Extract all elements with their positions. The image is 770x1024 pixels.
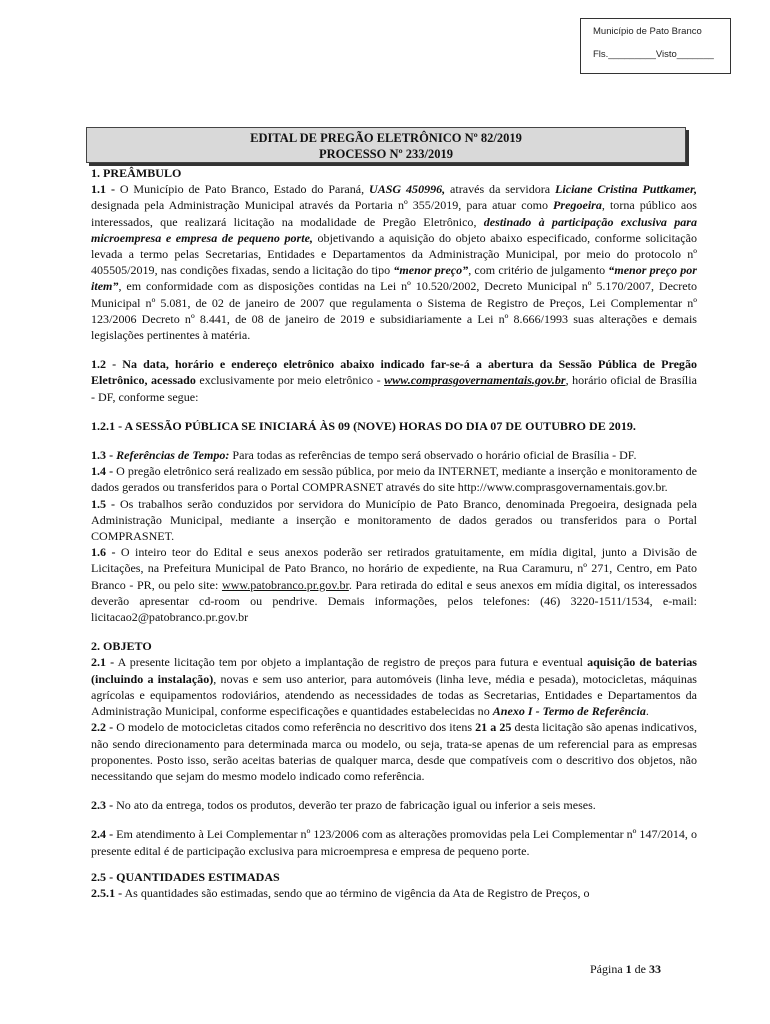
label: Referências de Tempo: — [116, 448, 230, 463]
paragraph-2-1 — [91, 654, 697, 719]
text: O pregão eletrônico será realizado em sessão pública, por meio da INTERNET, mediante a inserção e monitoramento de dados gerados ou transferidos para o Portal COMPRASNET através do site http://www.comprasgovernamentais.gov.br. — [91, 464, 697, 495]
clause-number: 2.2 - — [91, 720, 114, 735]
clause-number: 1.5 - — [91, 496, 116, 511]
text: através da servidora — [445, 182, 556, 197]
paragraph-1-2 — [91, 356, 697, 405]
text: O modelo de motocicletas citados como referência no descritivo dos itens — [113, 720, 476, 735]
clause-number: 2.5.1 - — [91, 885, 123, 900]
object-highlight: aquisição de baterias (incluindo a instalação) — [91, 655, 697, 686]
uasg-code: UASG 450996, — [369, 182, 446, 197]
text: . — [645, 704, 649, 719]
bid-type: “menor preço” — [393, 263, 469, 278]
exclusive-participation: destinado à participação exclusiva para microempresa e empresa de pequeno porte, — [91, 214, 697, 245]
edital-title: EDITAL DE PREGÃO ELETRÔNICO Nº 82/2019 — [250, 131, 522, 145]
text: desta licitação são apenas indicativos, não sendo direcionamento para determinada marca ou modelo, ou seja, trata-se apenas de um referencial para as empresas proponentes. Posto isso, serão aceitas baterias de qualquer marca, desde que compatíveis com o descritivo dos objetos, não necessitando que sejam do mesmo modelo indicado como referência. — [91, 720, 697, 783]
text: Os trabalhos serão conduzidos por servidora do Município de Pato Branco, denominada Pregoeira, designada pela Administração Municipal, mediante a inserção e monitoramento de dados gerados ou transferidos para o Portal COMPRASNET. — [91, 496, 697, 544]
text: , novas e sem uso anterior, para automóveis (linha leve, média e pesada), motocicletas, máquinas agrícolas e equipamentos rodoviários, atendendo as necessidades de todas as Secretarias, Entidades e Departamentos da Administração Municipal, conforme especificações e quantidades estabelecidas no — [91, 671, 697, 719]
clause-number: 1.6 - — [91, 545, 116, 560]
page-number: 1 — [625, 962, 632, 976]
edital-title-box — [86, 127, 686, 163]
compras-link[interactable]: www.comprasgovernamentais.gov.br — [384, 373, 566, 388]
paragraph-1-4 — [91, 463, 697, 495]
clause-number: 1.4 - — [91, 464, 114, 479]
section-2-heading: 2. OBJETO — [91, 639, 152, 654]
text: O Município de Pato Branco, Estado do Paraná, — [114, 182, 369, 197]
stamp-title: Município de Pato Branco — [593, 26, 702, 37]
text: 1.2 - Na data, horário e endereço eletrônico abaixo indicado far-se-á a abertura da Sessão Pública de Pregão Eletrônico, acessado — [91, 357, 697, 388]
paragraph-1-6 — [91, 544, 697, 625]
section-2-5-heading: 2.5 - QUANTIDADES ESTIMADAS — [91, 869, 280, 884]
judgment-criterion: “menor preço por item” — [91, 263, 697, 294]
page-of: de — [631, 962, 649, 976]
text: A presente licitação tem por objeto a implantação de registro de preços para futura e eventual — [114, 655, 588, 670]
page-label: Página — [590, 962, 626, 976]
section-1-heading: 1. PREÂMBULO — [91, 166, 182, 180]
text: As quantidades são estimadas, sendo que ao término de vigência da Ata de Registro de Preços, o — [122, 885, 590, 900]
text: , horário oficial de Brasília - DF, conforme segue: — [91, 373, 697, 404]
annex-reference: Anexo I - Termo de Referência — [492, 704, 646, 719]
paragraph-2-5-1 — [91, 885, 697, 901]
role: Pregoeira — [553, 198, 602, 213]
paragraph-1-1 — [91, 181, 697, 343]
page-total: 33 — [649, 962, 661, 976]
text: , com critério de julgamento — [468, 263, 609, 278]
paragraph-1-2-1: 1.2.1 - A SESSÃO PÚBLICA SE INICIARÁ ÀS 09 (NOVE) HORAS DO DIA 07 DE OUTUBRO DE 2019. — [91, 418, 636, 433]
text: O inteiro teor do Edital e seus anexos poderão ser retirados gratuitamente, em mídia digital, junto a Divisão de Licitações, na Prefeitura Municipal de Pato Branco, no horário de expediente, na Rua Caramuru, nº 271, Centro, em Pato Branco - PR, ou pelo site: — [91, 545, 697, 592]
clause-number: 2.4 - — [91, 827, 114, 842]
paragraph-2-4 — [91, 826, 697, 858]
paragraph-2-2 — [91, 719, 697, 784]
clause-number: 2.1 - — [91, 655, 115, 670]
servant-name: Liciane Cristina Puttkamer, — [555, 182, 697, 197]
text: Para todas as referências de tempo será observado o horário oficial de Brasília - DF. — [229, 448, 637, 463]
paragraph-1-5 — [91, 496, 697, 545]
text: objetivando a aquisição do objeto abaixo especificado, conforme solicitação levada a termo pelas Secretarias, Entidades e Departamentos da Administração Municipal, por meio do protocolo nº 405505/2019, nas condições fixadas, sendo a licitação do tipo — [91, 230, 697, 278]
text: . Para retirada do edital e seus anexos em mídia digital, os interessados deverão apresentar cd-room ou pendrive. Demais informações, pelos telefones: (46) 3220-1511/1534, e-mail: licitacao2@patobranco.pr.gov.br — [91, 577, 697, 625]
paragraph-1-3 — [91, 447, 697, 463]
process-number: PROCESSO Nº 233/2019 — [318, 147, 453, 161]
clause-number: 1.1 - — [91, 182, 115, 197]
text: , em conformidade com as disposições contidas na Lei nº 10.520/2002, Decreto Municipal nº 5.170/2007, Decreto Municipal nº 5.081, de 02 de janeiro de 2007 que regulamenta o Sistema de Registro de Preços, Lei Complementar nº 123/2006 Decreto nº 8.441, de 08 de janeiro de 2019 e subsidiariamente a Lei nº 8.666/1993 suas alterações e demais legislações pertinentes à matéria. — [91, 279, 697, 343]
paragraph-2-3 — [91, 797, 697, 813]
clause-number: 2.3 - — [91, 798, 114, 813]
document-body — [91, 165, 697, 901]
text: designada pela Administração Municipal através da Portaria nº 355/2019, para atuar como — [91, 198, 554, 213]
text: , torna público aos interessados, que realizará licitação na modalidade de Pregão Eletrônico, — [91, 198, 697, 229]
text: No ato da entrega, todos os produtos, deverão ter prazo de fabricação igual ou inferior a seis meses. — [113, 798, 596, 813]
stamp-fls-visto: Fls._________Visto_______ — [593, 49, 714, 60]
text: exclusivamente por meio eletrônico - — [195, 373, 385, 388]
patobranco-link[interactable]: www.patobranco.pr.gov.br — [221, 577, 349, 592]
protocol-stamp — [580, 18, 731, 74]
clause-number: 1.3 - — [91, 448, 117, 463]
item-range: 21 a 25 — [475, 720, 512, 735]
page-footer — [590, 962, 700, 977]
text: Em atendimento à Lei Complementar nº 123/2006 com as alterações promovidas pela Lei Complementar nº 147/2014, o presente edital é de participação exclusiva para microempresa e empresa de pequeno porte. — [91, 827, 697, 858]
